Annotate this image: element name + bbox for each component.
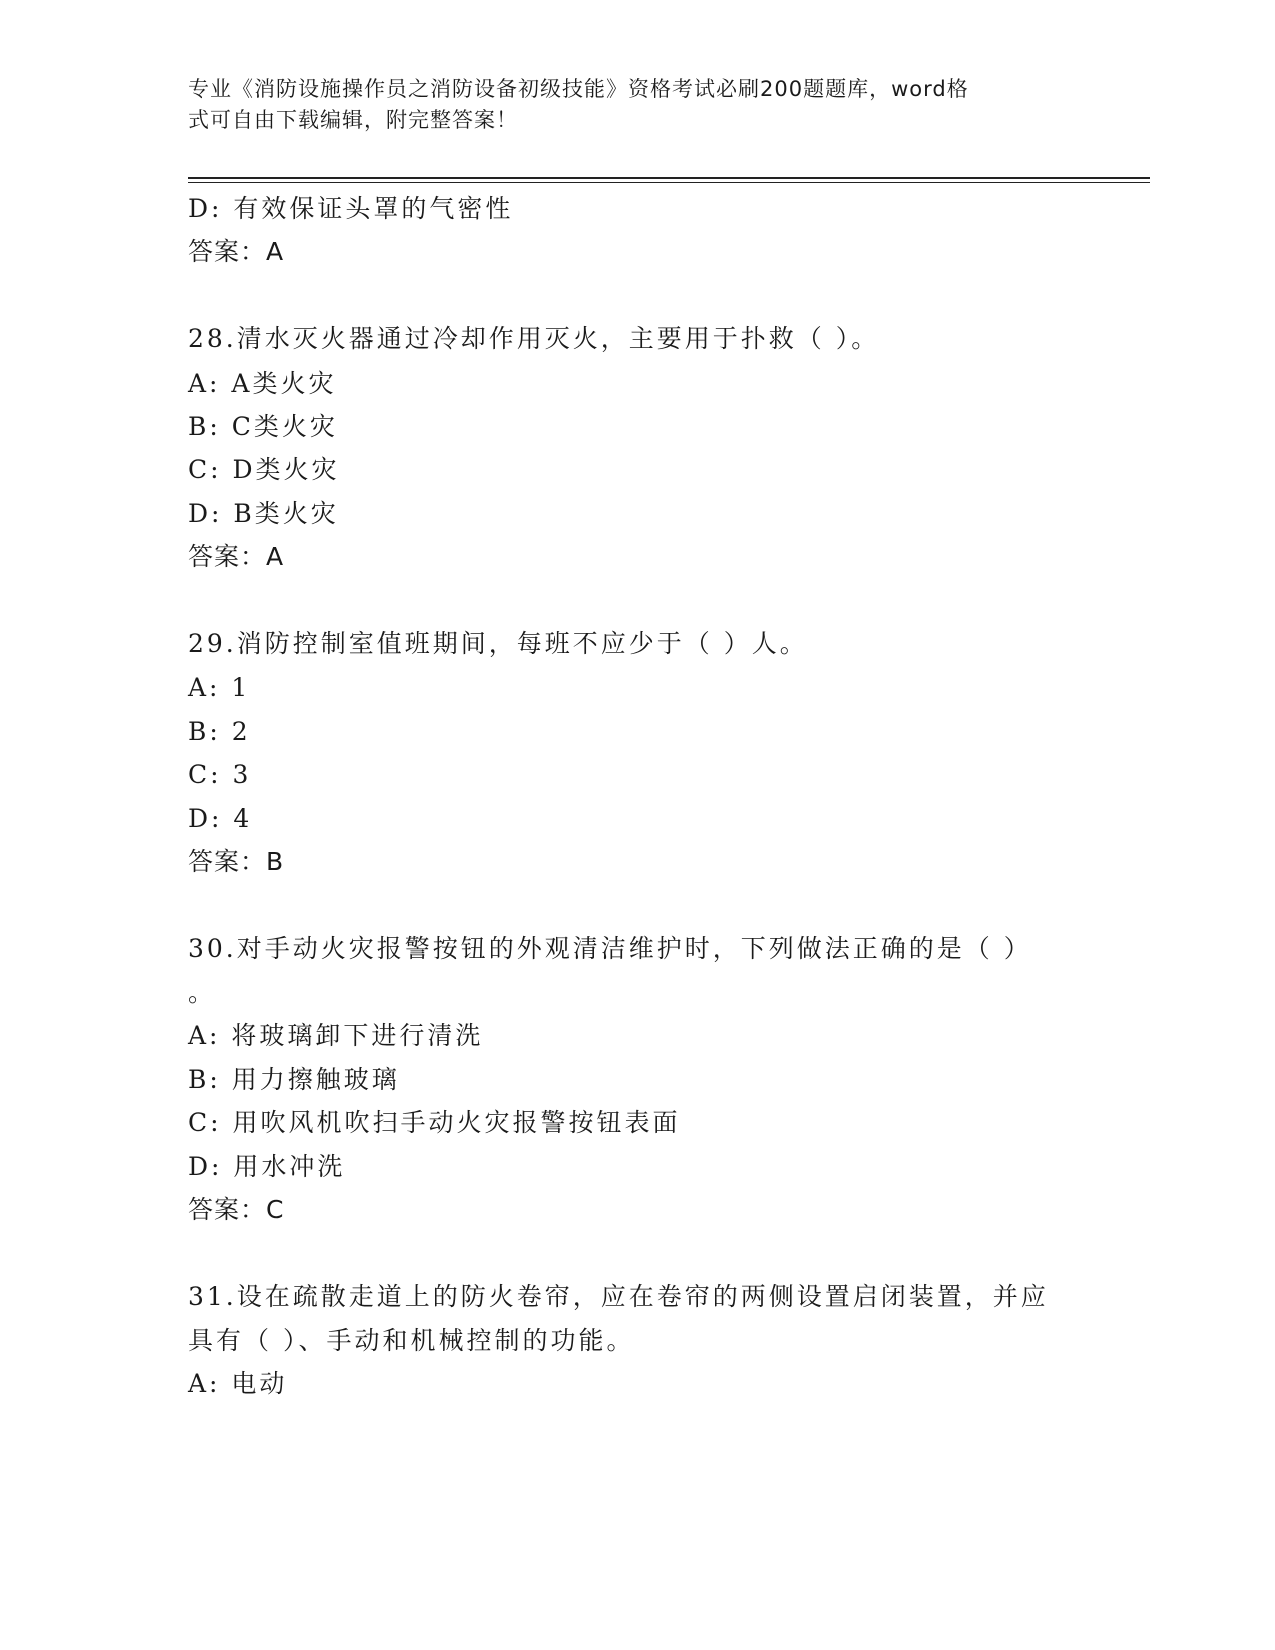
q28-option-d: D: B类火灾 xyxy=(188,499,339,528)
q31-question-line-1: 31.设在疏散走道上的防火卷帘，应在卷帘的两侧设置启闭装置，并应 xyxy=(188,1282,1049,1311)
header-rule-thin xyxy=(188,182,1150,183)
q30-question-line-1: 30.对手动火灾报警按钮的外观清洁维护时，下列做法正确的是（ ） xyxy=(188,934,1032,963)
q30-option-a: A: 将玻璃卸下进行清洗 xyxy=(188,1021,484,1050)
q28-option-a: A: A类火灾 xyxy=(188,369,337,398)
q30-option-d: D: 用水冲洗 xyxy=(188,1152,346,1181)
q29-option-a: A: 1 xyxy=(188,673,251,702)
q29-option-c: C: 3 xyxy=(188,760,252,789)
q29-option-b: B: 2 xyxy=(188,717,251,746)
q27-option-d: D: 有效保证头罩的气密性 xyxy=(188,194,514,223)
header-line-2: 式可自由下载编辑，附完整答案！ xyxy=(188,108,518,132)
q28-option-c: C: D类火灾 xyxy=(188,455,340,484)
q31-option-a: A: 电动 xyxy=(188,1369,288,1398)
header-line-1: 专业《消防设施操作员之消防设备初级技能》资格考试必刷200题题库，word格 xyxy=(188,77,969,101)
q27-answer: 答案：A xyxy=(188,237,285,266)
q30-option-b: B: 用力擦触玻璃 xyxy=(188,1065,400,1094)
q29-option-d: D: 4 xyxy=(188,804,253,833)
q30-question-line-2: 。 xyxy=(188,978,217,1007)
q31-question-line-2: 具有（ ）、手动和机械控制的功能。 xyxy=(188,1326,635,1355)
q30-option-c: C: 用吹风机吹扫手动火灾报警按钮表面 xyxy=(188,1108,681,1137)
q28-answer: 答案：A xyxy=(188,542,285,571)
q29-question: 29.消防控制室值班期间，每班不应少于（ ）人。 xyxy=(188,629,808,658)
q29-answer: 答案：B xyxy=(188,847,285,876)
document-header xyxy=(188,74,1088,136)
q28-option-b: B: C类火灾 xyxy=(188,412,338,441)
q28-question: 28.清水灭火器通过冷却作用灭火，主要用于扑救（ ）。 xyxy=(188,324,880,353)
q30-answer: 答案：C xyxy=(188,1195,285,1224)
header-rule-thick xyxy=(188,177,1150,179)
